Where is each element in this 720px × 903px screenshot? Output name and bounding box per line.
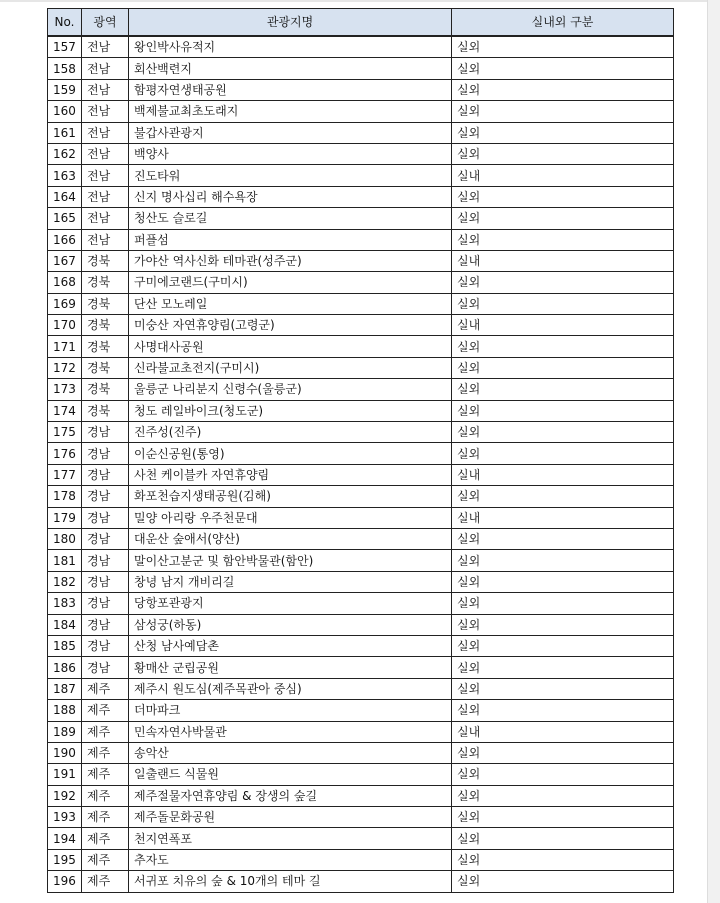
row-site-name: 삼성궁(하동) [129, 614, 452, 635]
row-indoor-outdoor: 실외 [452, 36, 674, 58]
table-row [48, 400, 674, 421]
tourist-site-table [47, 8, 674, 893]
scrollbar-track[interactable] [707, 0, 720, 903]
row-indoor-outdoor: 실외 [452, 635, 674, 656]
row-number: 166 [48, 229, 82, 250]
row-site-name: 단산 모노레일 [129, 293, 452, 314]
row-region: 경남 [82, 550, 129, 571]
row-indoor-outdoor: 실외 [452, 272, 674, 293]
row-site-name: 왕인박사유적지 [129, 36, 452, 58]
row-site-name: 서귀포 치유의 숲 & 10개의 테마 길 [129, 871, 452, 892]
row-region: 제주 [82, 678, 129, 699]
row-region: 전남 [82, 122, 129, 143]
row-number: 182 [48, 571, 82, 592]
table-row [48, 464, 674, 485]
row-indoor-outdoor: 실외 [452, 700, 674, 721]
row-number: 159 [48, 79, 82, 100]
row-region: 경북 [82, 379, 129, 400]
row-indoor-outdoor: 실외 [452, 614, 674, 635]
row-indoor-outdoor: 실외 [452, 229, 674, 250]
row-indoor-outdoor: 실외 [452, 807, 674, 828]
row-region: 제주 [82, 721, 129, 742]
table-row [48, 764, 674, 785]
row-number: 192 [48, 785, 82, 806]
row-site-name: 가야산 역사신화 테마관(성주군) [129, 250, 452, 271]
table-row [48, 422, 674, 443]
row-site-name: 회산백련지 [129, 58, 452, 79]
row-region: 경남 [82, 635, 129, 656]
row-indoor-outdoor: 실외 [452, 678, 674, 699]
row-number: 188 [48, 700, 82, 721]
row-region: 경북 [82, 250, 129, 271]
row-indoor-outdoor: 실내 [452, 315, 674, 336]
row-site-name: 함평자연생태공원 [129, 79, 452, 100]
row-number: 165 [48, 208, 82, 229]
row-number: 193 [48, 807, 82, 828]
row-number: 195 [48, 849, 82, 870]
table-row [48, 250, 674, 271]
table-row [48, 828, 674, 849]
row-site-name: 말이산고분군 및 함안박물관(함안) [129, 550, 452, 571]
table-row [48, 550, 674, 571]
table-row [48, 678, 674, 699]
row-region: 제주 [82, 764, 129, 785]
table-row [48, 336, 674, 357]
row-indoor-outdoor: 실외 [452, 293, 674, 314]
table-row [48, 486, 674, 507]
row-number: 177 [48, 464, 82, 485]
row-number: 173 [48, 379, 82, 400]
row-site-name: 송악산 [129, 742, 452, 763]
row-number: 164 [48, 186, 82, 207]
table-row [48, 614, 674, 635]
row-site-name: 일출랜드 식물원 [129, 764, 452, 785]
table-row [48, 165, 674, 186]
row-number: 187 [48, 678, 82, 699]
row-region: 경남 [82, 593, 129, 614]
row-region: 제주 [82, 871, 129, 892]
row-number: 183 [48, 593, 82, 614]
row-region: 경남 [82, 422, 129, 443]
header-name: 관광지명 [129, 9, 452, 37]
row-site-name: 퍼플섬 [129, 229, 452, 250]
row-indoor-outdoor: 실외 [452, 528, 674, 549]
row-region: 경남 [82, 507, 129, 528]
row-number: 175 [48, 422, 82, 443]
row-region: 경남 [82, 443, 129, 464]
row-region: 경남 [82, 486, 129, 507]
row-indoor-outdoor: 실외 [452, 593, 674, 614]
row-indoor-outdoor: 실외 [452, 379, 674, 400]
table-row [48, 871, 674, 892]
row-number: 162 [48, 143, 82, 164]
row-indoor-outdoor: 실내 [452, 165, 674, 186]
row-site-name: 신지 명사십리 해수욕장 [129, 186, 452, 207]
table-row [48, 571, 674, 592]
row-region: 전남 [82, 101, 129, 122]
row-number: 157 [48, 36, 82, 58]
row-region: 전남 [82, 143, 129, 164]
row-indoor-outdoor: 실외 [452, 186, 674, 207]
row-site-name: 진주성(진주) [129, 422, 452, 443]
table-row [48, 807, 674, 828]
row-number: 167 [48, 250, 82, 271]
row-site-name: 밀양 아리랑 우주천문대 [129, 507, 452, 528]
row-site-name: 신라불교초전지(구미시) [129, 357, 452, 378]
row-number: 190 [48, 742, 82, 763]
row-region: 경남 [82, 464, 129, 485]
row-region: 경북 [82, 293, 129, 314]
row-site-name: 구미에코랜드(구미시) [129, 272, 452, 293]
table-row [48, 208, 674, 229]
row-region: 제주 [82, 742, 129, 763]
row-site-name: 제주시 원도심(제주목관아 중심) [129, 678, 452, 699]
row-indoor-outdoor: 실외 [452, 208, 674, 229]
row-indoor-outdoor: 실외 [452, 764, 674, 785]
row-region: 경남 [82, 614, 129, 635]
header-region: 광역 [82, 9, 129, 37]
row-indoor-outdoor: 실외 [452, 79, 674, 100]
table-row [48, 657, 674, 678]
row-region: 전남 [82, 58, 129, 79]
row-site-name: 청도 레일바이크(청도군) [129, 400, 452, 421]
row-site-name: 대운산 숲애서(양산) [129, 528, 452, 549]
row-region: 경북 [82, 400, 129, 421]
table-row [48, 593, 674, 614]
row-region: 경북 [82, 336, 129, 357]
row-region: 전남 [82, 165, 129, 186]
table-row [48, 443, 674, 464]
row-number: 176 [48, 443, 82, 464]
table-row [48, 528, 674, 549]
row-site-name: 창녕 남지 개비리길 [129, 571, 452, 592]
row-site-name: 제주절물자연휴양림 & 장생의 숲길 [129, 785, 452, 806]
row-site-name: 미숭산 자연휴양림(고령군) [129, 315, 452, 336]
row-region: 전남 [82, 186, 129, 207]
table-row [48, 143, 674, 164]
row-site-name: 청산도 슬로길 [129, 208, 452, 229]
row-number: 170 [48, 315, 82, 336]
row-region: 경북 [82, 272, 129, 293]
row-region: 제주 [82, 849, 129, 870]
row-indoor-outdoor: 실외 [452, 486, 674, 507]
row-number: 160 [48, 101, 82, 122]
row-region: 전남 [82, 36, 129, 58]
row-site-name: 백양사 [129, 143, 452, 164]
row-site-name: 백제불교최초도래지 [129, 101, 452, 122]
row-number: 189 [48, 721, 82, 742]
row-indoor-outdoor: 실외 [452, 828, 674, 849]
table-row [48, 700, 674, 721]
row-number: 172 [48, 357, 82, 378]
row-site-name: 제주돌문화공원 [129, 807, 452, 828]
row-region: 경남 [82, 528, 129, 549]
row-number: 186 [48, 657, 82, 678]
row-indoor-outdoor: 실외 [452, 443, 674, 464]
row-number: 174 [48, 400, 82, 421]
table-row [48, 229, 674, 250]
row-indoor-outdoor: 실외 [452, 785, 674, 806]
table-row [48, 122, 674, 143]
row-indoor-outdoor: 실외 [452, 422, 674, 443]
table-row [48, 272, 674, 293]
table-row [48, 186, 674, 207]
row-indoor-outdoor: 실내 [452, 464, 674, 485]
row-site-name: 민속자연사박물관 [129, 721, 452, 742]
row-site-name: 더마파크 [129, 700, 452, 721]
row-region: 제주 [82, 828, 129, 849]
table-body [48, 36, 674, 892]
row-region: 제주 [82, 700, 129, 721]
table-row [48, 101, 674, 122]
row-site-name: 진도타워 [129, 165, 452, 186]
row-site-name: 울릉군 나리분지 신령수(울릉군) [129, 379, 452, 400]
row-indoor-outdoor: 실외 [452, 357, 674, 378]
table-row [48, 379, 674, 400]
row-number: 163 [48, 165, 82, 186]
table-row [48, 742, 674, 763]
row-number: 178 [48, 486, 82, 507]
row-site-name: 천지연폭포 [129, 828, 452, 849]
row-site-name: 추자도 [129, 849, 452, 870]
row-indoor-outdoor: 실외 [452, 336, 674, 357]
row-indoor-outdoor: 실외 [452, 101, 674, 122]
row-indoor-outdoor: 실외 [452, 871, 674, 892]
row-number: 191 [48, 764, 82, 785]
row-number: 196 [48, 871, 82, 892]
table-row [48, 58, 674, 79]
row-indoor-outdoor: 실내 [452, 721, 674, 742]
row-number: 168 [48, 272, 82, 293]
row-number: 179 [48, 507, 82, 528]
table-row [48, 849, 674, 870]
header-no: No. [48, 9, 82, 37]
row-indoor-outdoor: 실외 [452, 550, 674, 571]
row-indoor-outdoor: 실내 [452, 250, 674, 271]
row-indoor-outdoor: 실외 [452, 400, 674, 421]
row-region: 경북 [82, 357, 129, 378]
table-row [48, 721, 674, 742]
row-indoor-outdoor: 실내 [452, 507, 674, 528]
row-indoor-outdoor: 실외 [452, 571, 674, 592]
row-indoor-outdoor: 실외 [452, 742, 674, 763]
table-row [48, 785, 674, 806]
row-site-name: 사천 케이블카 자연휴양림 [129, 464, 452, 485]
row-indoor-outdoor: 실외 [452, 122, 674, 143]
table-row [48, 36, 674, 58]
row-number: 185 [48, 635, 82, 656]
row-region: 전남 [82, 208, 129, 229]
page-edge [0, 0, 720, 2]
row-region: 전남 [82, 79, 129, 100]
row-number: 169 [48, 293, 82, 314]
row-site-name: 산청 남사예담촌 [129, 635, 452, 656]
table-row [48, 79, 674, 100]
row-number: 181 [48, 550, 82, 571]
table-row [48, 315, 674, 336]
row-region: 제주 [82, 807, 129, 828]
row-number: 158 [48, 58, 82, 79]
row-site-name: 불갑사관광지 [129, 122, 452, 143]
table-row [48, 293, 674, 314]
row-number: 194 [48, 828, 82, 849]
table-row [48, 507, 674, 528]
table-row [48, 635, 674, 656]
row-number: 184 [48, 614, 82, 635]
row-number: 171 [48, 336, 82, 357]
header-type: 실내외 구분 [452, 9, 674, 37]
row-region: 제주 [82, 785, 129, 806]
row-site-name: 화포천습지생태공원(김해) [129, 486, 452, 507]
row-site-name: 당항포관광지 [129, 593, 452, 614]
row-region: 경북 [82, 315, 129, 336]
header-row [48, 9, 674, 37]
row-site-name: 사명대사공원 [129, 336, 452, 357]
row-site-name: 이순신공원(통영) [129, 443, 452, 464]
table-header [48, 9, 674, 37]
row-number: 161 [48, 122, 82, 143]
row-region: 전남 [82, 229, 129, 250]
row-indoor-outdoor: 실외 [452, 143, 674, 164]
row-region: 경남 [82, 571, 129, 592]
row-indoor-outdoor: 실외 [452, 58, 674, 79]
row-site-name: 황매산 군립공원 [129, 657, 452, 678]
row-region: 경남 [82, 657, 129, 678]
table-row [48, 357, 674, 378]
row-number: 180 [48, 528, 82, 549]
row-indoor-outdoor: 실외 [452, 849, 674, 870]
row-indoor-outdoor: 실외 [452, 657, 674, 678]
